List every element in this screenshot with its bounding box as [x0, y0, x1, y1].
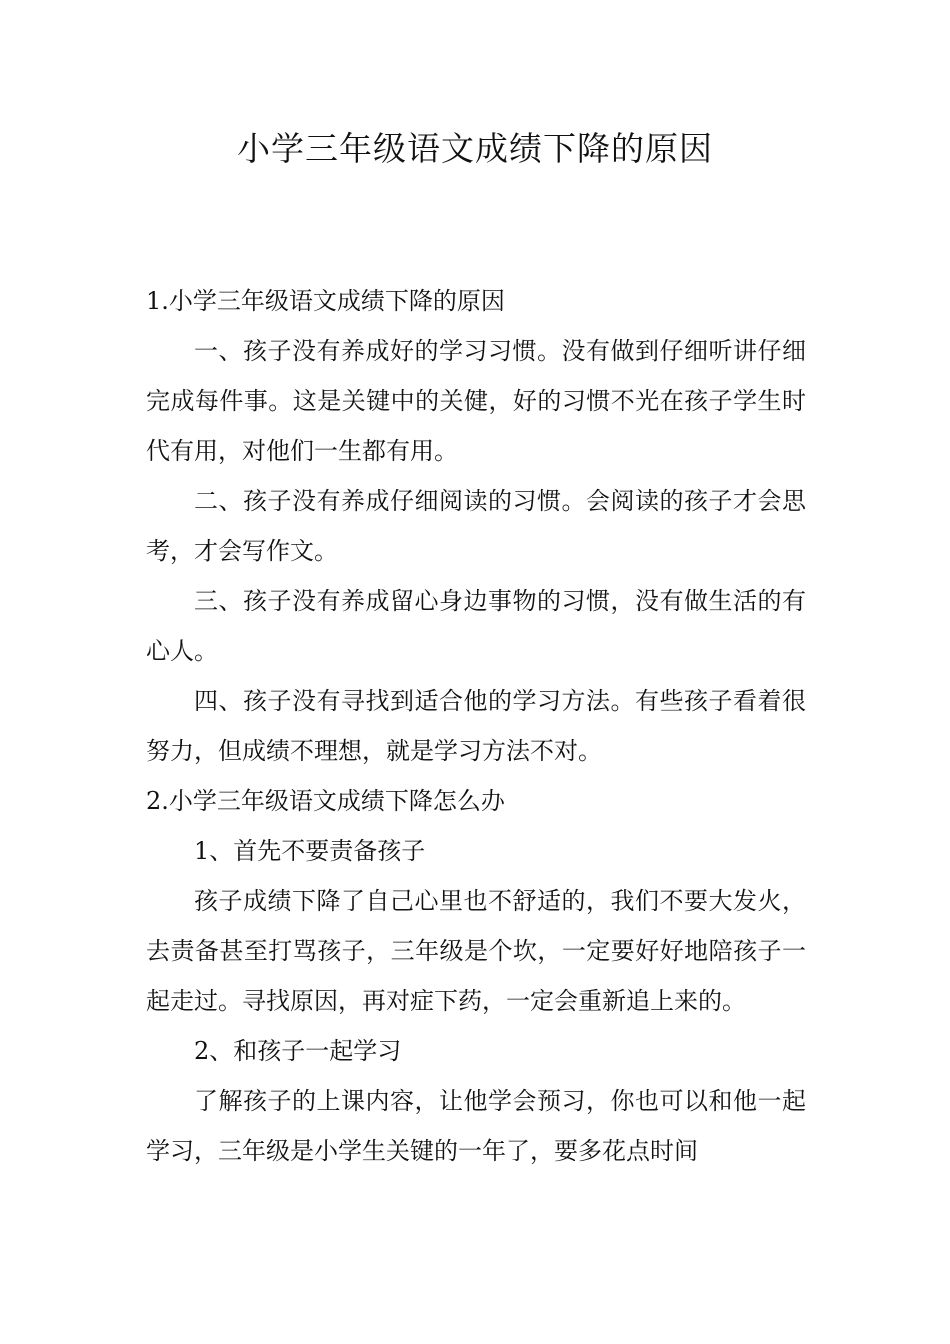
- document-title: 小学三年级语文成绩下降的原因: [237, 129, 713, 168]
- paragraph-reason-2: 二、孩子没有养成仔细阅读的习惯。会阅读的孩子才会思考，才会写作文。: [146, 487, 806, 565]
- paragraph-reason-4: 四、孩子没有寻找到适合他的学习方法。有些孩子看着很努力，但成绩不理想，就是学习方法不对。: [146, 687, 806, 765]
- document-body: [146, 276, 806, 1176]
- paragraph-reason-1: 一、孩子没有养成好的学习习惯。没有做到仔细听讲仔细完成每件事。这是关键中的关健，好的习惯不光在孩子学生时代有用，对他们一生都有用。: [146, 337, 806, 465]
- section-heading-1: 1.小学三年级语文成绩下降的原因: [146, 287, 505, 315]
- section-heading-2: 2.小学三年级语文成绩下降怎么办: [146, 787, 505, 815]
- subheading-1: 1、首先不要责备孩子: [194, 837, 426, 865]
- paragraph-advice-2: 了解孩子的上课内容，让他学会预习，你也可以和他一起学习，三年级是小学生关键的一年了，要多花点时间: [146, 1087, 806, 1165]
- paragraph-advice-1: 孩子成绩下降了自己心里也不舒适的，我们不要大发火，去责备甚至打骂孩子，三年级是个坎，一定要好好地陪孩子一起走过。寻找原因，再对症下药，一定会重新追上来的。: [146, 887, 806, 1015]
- paragraph-reason-3: 三、孩子没有养成留心身边事物的习惯，没有做生活的有心人。: [146, 587, 806, 665]
- subheading-2: 2、和孩子一起学习: [194, 1037, 402, 1065]
